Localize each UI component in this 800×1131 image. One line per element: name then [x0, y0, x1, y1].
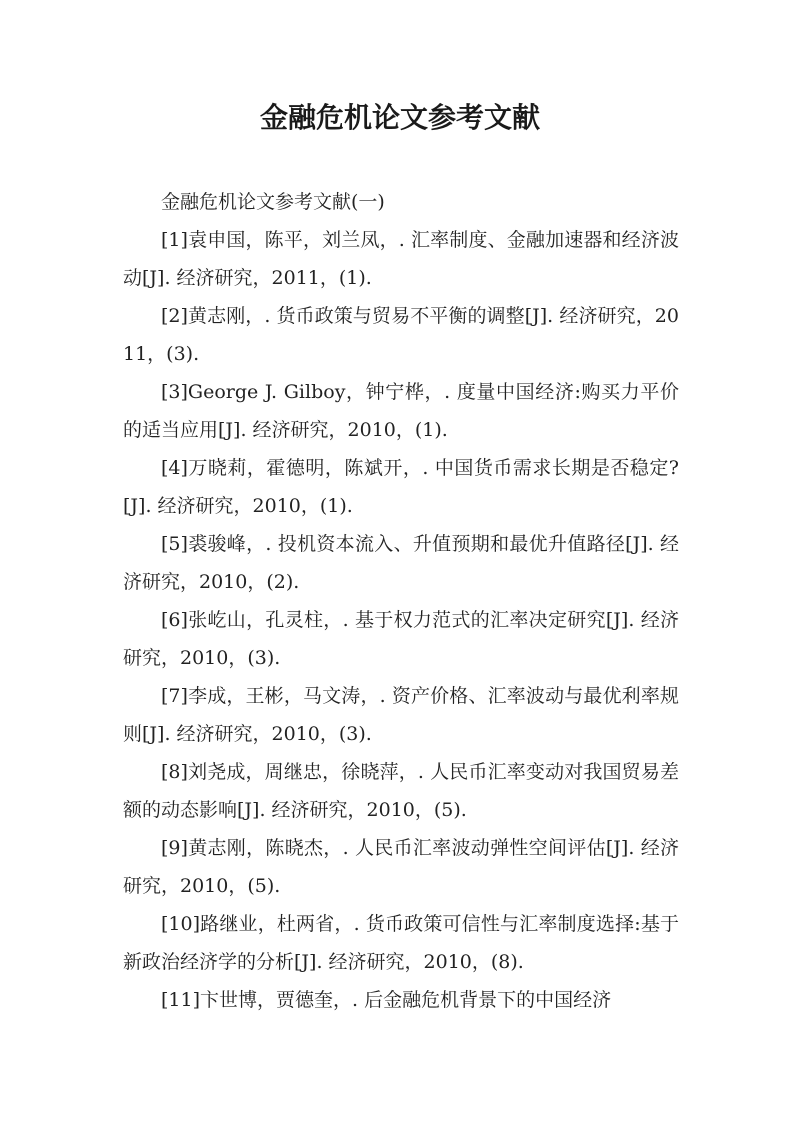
reference-item-6: [6]张屹山，孔灵柱，. 基于权力范式的汇率决定研究[J]. 经济研究，2010，(3).	[123, 609, 679, 669]
reference-item-11: [11]卞世博，贾德奎，. 后金融危机背景下的中国经济	[161, 989, 612, 1011]
document-body	[123, 183, 679, 1019]
document-title: 金融危机论文参考文献	[259, 101, 540, 134]
reference-item-8: [8]刘尧成，周继忠，徐晓萍，. 人民币汇率变动对我国贸易差额的动态影响[J]. 经济研究，2010，(5).	[123, 761, 679, 821]
reference-item-9: [9]黄志刚，陈晓杰，. 人民币汇率波动弹性空间评估[J]. 经济研究，2010，(5).	[123, 837, 679, 897]
section-heading: 金融危机论文参考文献(一)	[161, 191, 385, 213]
reference-item-1: [1]袁申国，陈平，刘兰凤，. 汇率制度、金融加速器和经济波动[J]. 经济研究，2011，(1).	[123, 229, 679, 289]
reference-item-10: [10]路继业，杜两省，. 货币政策可信性与汇率制度选择:基于新政治经济学的分析[J]. 经济研究，2010，(8).	[123, 913, 679, 973]
reference-item-2: [2]黄志刚，. 货币政策与贸易不平衡的调整[J]. 经济研究，2011，(3).	[123, 305, 679, 365]
reference-item-3: [3]George J. Gilboy，钟宁桦，. 度量中国经济:购买力平价的适当应用[J]. 经济研究，2010，(1).	[123, 381, 679, 441]
reference-item-7: [7]李成，王彬，马文涛，. 资产价格、汇率波动与最优利率规则[J]. 经济研究，2010，(3).	[123, 685, 679, 745]
reference-item-5: [5]裘骏峰，. 投机资本流入、升值预期和最优升值路径[J]. 经济研究，2010，(2).	[123, 533, 679, 593]
reference-item-4: [4]万晓莉，霍德明，陈斌开，. 中国货币需求长期是否稳定?[J]. 经济研究，2010，(1).	[123, 457, 679, 517]
